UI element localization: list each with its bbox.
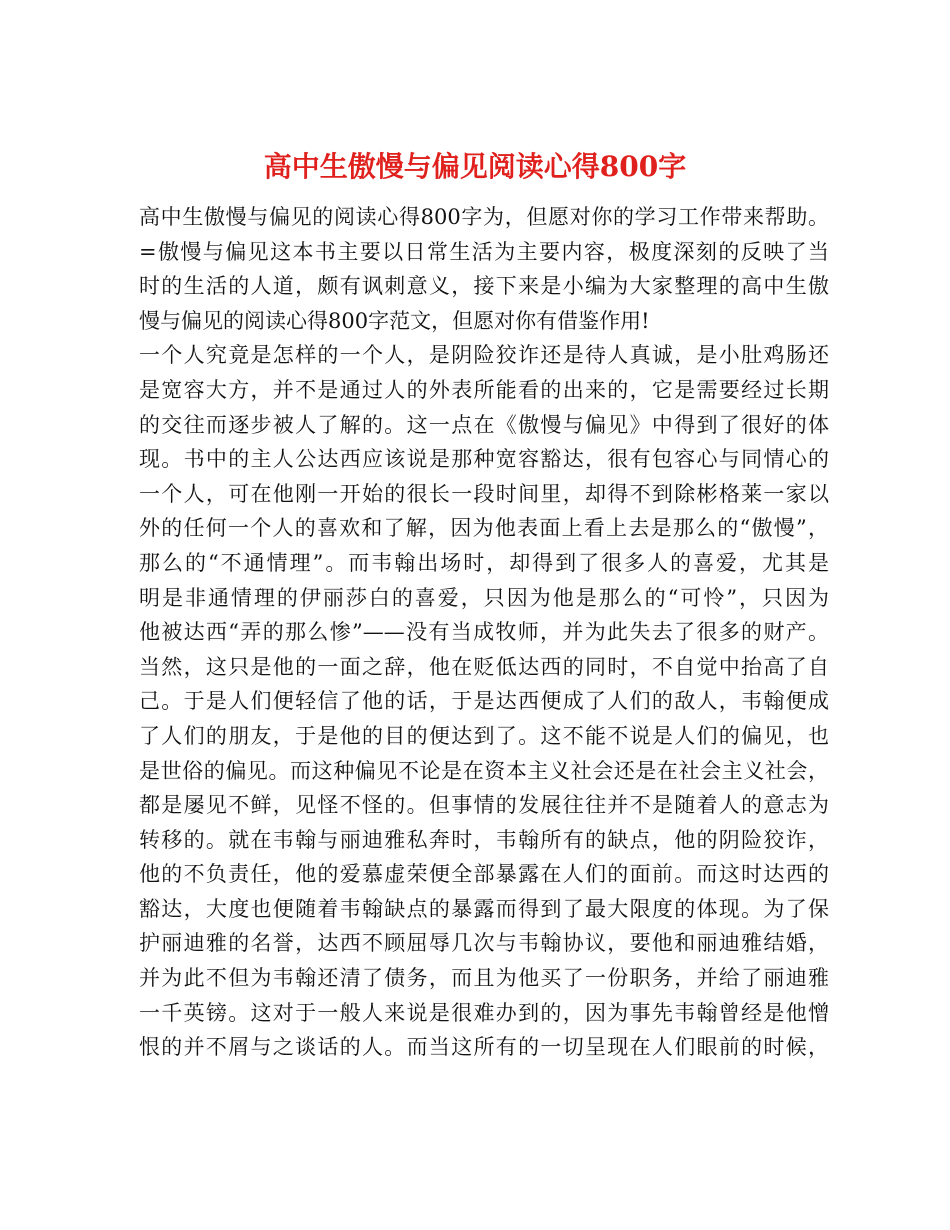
text-line: 他被达西“弄的那么惨”——没有当成牧师，并为此失去了很多的财产。 xyxy=(139,620,829,645)
text-line: 转移的。就在韦翰与丽迪雅私奔时，韦翰所有的缺点，他的阴险狡诈， xyxy=(139,827,829,852)
text-line: 豁达，大度也便随着韦翰缺点的暴露而得到了最大限度的体现。为了保 xyxy=(139,896,829,921)
text-line: 外的任何一个人的喜欢和了解，因为他表面上看上去是那么的“傲慢”， xyxy=(139,516,829,541)
text-line: 护丽迪雅的名誉，达西不顾屈辱几次与韦翰协议，要他和丽迪雅结婚， xyxy=(139,931,829,956)
text-line: 高中生傲慢与偏见的阅读心得800字为，但愿对你的学习工作带来帮助。 xyxy=(139,205,829,229)
text-line: 慢与偏见的阅读心得800字范文，但愿对你有借鉴作用! xyxy=(139,308,650,333)
document-title: 高中生傲慢与偏见阅读心得800字 xyxy=(263,149,687,183)
text-line: 一个人，可在他刚一开始的很长一段时间里，却得不到除彬格莱一家以 xyxy=(139,481,829,506)
text-line: 明是非通情理的伊丽莎白的喜爱，只因为他是那么的“可怜”，只因为 xyxy=(139,585,829,610)
text-line: =傲慢与偏见这本书主要以日常生活为主要内容，极度深刻的反映了当 xyxy=(139,239,829,264)
text-line: 是世俗的偏见。而这种偏见不论是在资本主义社会还是在社会主义社会， xyxy=(139,758,829,783)
text-line: 他的不负责任，他的爱慕虚荣便全部暴露在人们的面前。而这时达西的 xyxy=(139,862,829,887)
text-line: 那么的“不通情理”。而韦翰出场时，却得到了很多人的喜爱，尤其是 xyxy=(139,550,829,575)
text-line: 时的生活的人道，颇有讽刺意义，接下来是小编为大家整理的高中生傲 xyxy=(139,274,829,299)
text-line: 了人们的朋友，于是他的目的便达到了。这不能不说是人们的偏见，也 xyxy=(139,723,829,748)
text-line: 都是屡见不鲜，见怪不怪的。但事情的发展往往并不是随着人的意志为 xyxy=(139,793,829,818)
text-line: 一千英镑。这对于一般人来说是很难办到的，因为事先韦翰曾经是他憎 xyxy=(139,1000,829,1025)
text-line: 现。书中的主人公达西应该说是那种宽容豁达，很有包容心与同情心的 xyxy=(139,447,829,472)
document-body xyxy=(139,200,829,1065)
text-line: 一个人究竟是怎样的一个人，是阴险狡诈还是待人真诚，是小肚鸡肠还 xyxy=(139,343,829,368)
text-line: 己。于是人们便轻信了他的话，于是达西便成了人们的敌人，韦翰便成 xyxy=(139,689,829,714)
text-line: 的交往而逐步被人了解的。这一点在《傲慢与偏见》中得到了很好的体 xyxy=(139,412,829,437)
text-line: 是宽容大方，并不是通过人的外表所能看的出来的，它是需要经过长期 xyxy=(139,377,829,402)
text-line: 并为此不但为韦翰还清了债务，而且为他买了一份职务，并给了丽迪雅 xyxy=(139,966,829,991)
text-line: 当然，这只是他的一面之辞，他在贬低达西的同时，不自觉中抬高了自 xyxy=(139,654,829,679)
text-line: 恨的并不屑与之谈话的人。而当这所有的一切呈现在人们眼前的时候， xyxy=(139,1035,829,1060)
